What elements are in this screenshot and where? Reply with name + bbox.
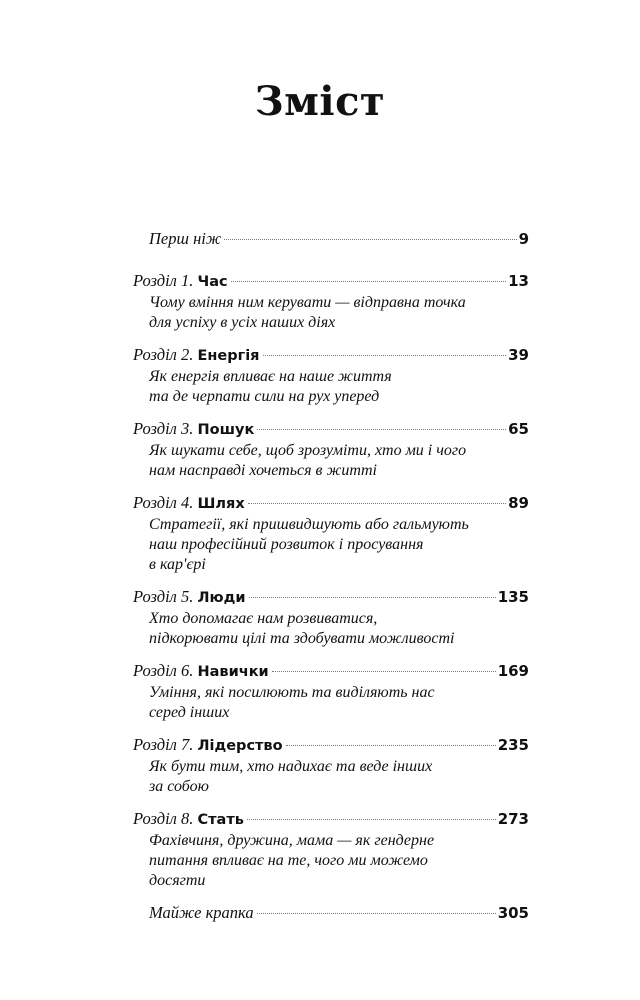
toc-entry-label: Майже крапка [149, 903, 254, 922]
chapter-number: Розділ 6. [133, 661, 194, 680]
description-line: нам насправді хочеться в житті [149, 462, 377, 479]
chapter-title: Енергія [197, 348, 260, 364]
chapter-title: Люди [197, 590, 246, 606]
toc-entry-label [133, 586, 246, 609]
dot-leader [247, 819, 496, 820]
toc-entry-line [133, 734, 529, 757]
chapter-description [133, 831, 529, 891]
page-number: 65 [508, 420, 529, 438]
page-number: 39 [508, 346, 529, 364]
toc-entry-line [133, 492, 529, 515]
dot-leader [272, 671, 496, 672]
page-number: 135 [497, 588, 529, 606]
toc-entry-outro[interactable] [133, 902, 529, 924]
dot-leader [224, 239, 516, 240]
chapter-number: Розділ 3. [133, 419, 194, 438]
toc-entry-line [133, 586, 529, 609]
toc-chapter-4[interactable] [133, 492, 529, 575]
chapter-number: Розділ 4. [133, 493, 194, 512]
toc-entry-label [133, 734, 283, 757]
page-number: 235 [497, 736, 529, 754]
chapter-description [133, 515, 529, 575]
toc-entry-intro[interactable] [133, 228, 529, 250]
toc-chapter-8[interactable] [133, 808, 529, 891]
toc-entry-line [133, 808, 529, 831]
page-number: 13 [508, 272, 529, 290]
description-line: Як шукати себе, щоб зрозуміти, хто ми і чого [149, 442, 467, 459]
chapter-title: Час [197, 274, 228, 290]
description-line: Уміння, які посилюють та виділяють нас [149, 684, 435, 701]
toc-entry-line [133, 660, 529, 683]
chapter-number: Розділ 7. [133, 735, 194, 754]
toc-entry-line [133, 902, 529, 924]
toc-chapter-7[interactable] [133, 734, 529, 797]
toc-entry-label [133, 270, 228, 293]
toc-entry-line [133, 228, 529, 250]
toc-entry-label [133, 492, 245, 515]
dot-leader [248, 503, 506, 504]
description-line: для успіху в усіх наших діях [149, 314, 336, 331]
description-line: Фахівчиня, дружина, мама — як гендерне [149, 832, 435, 849]
chapter-description [133, 757, 529, 797]
chapter-title: Лідерство [197, 738, 283, 754]
dot-leader [249, 597, 496, 598]
toc-entry-label [133, 344, 260, 367]
toc-chapter-2[interactable] [133, 344, 529, 407]
chapter-title: Шлях [197, 496, 245, 512]
description-line: підкорювати цілі та здобувати можливості [149, 630, 455, 647]
chapter-number: Розділ 8. [133, 809, 194, 828]
page-number: 305 [497, 904, 529, 922]
page-number: 9 [518, 230, 529, 248]
description-line: за собою [149, 778, 209, 795]
toc-entry-line [133, 418, 529, 441]
description-line: Стратегії, які пришвидшують або гальмують [149, 516, 469, 533]
toc-entry-line [133, 344, 529, 367]
dot-leader [286, 745, 496, 746]
chapter-description [133, 367, 529, 407]
chapter-title: Навички [197, 664, 269, 680]
chapter-title: Пошук [197, 422, 255, 438]
description-line: та де черпати сили на рух уперед [149, 388, 380, 405]
page-number: 89 [508, 494, 529, 512]
toc-chapter-1[interactable] [133, 270, 529, 333]
page-number: 273 [497, 810, 529, 828]
toc-chapter-3[interactable] [133, 418, 529, 481]
description-line: Як бути тим, хто надихає та веде інших [149, 758, 433, 775]
toc-entry-label [133, 418, 254, 441]
toc-chapter-5[interactable] [133, 586, 529, 649]
chapter-description [133, 441, 529, 481]
toc-entry-line [133, 270, 529, 293]
chapter-number: Розділ 1. [133, 271, 194, 290]
chapter-title: Стать [197, 812, 244, 828]
description-line: Чому вміння ним керувати — відправна точка [149, 294, 466, 311]
dot-leader [257, 913, 496, 914]
description-line: серед інших [149, 704, 230, 721]
toc-entry-label [133, 808, 244, 831]
dot-leader [263, 355, 507, 356]
chapter-description [133, 683, 529, 723]
description-line: наш професійний розвиток і просування [149, 536, 424, 553]
toc-entry-label: Перш ніж [149, 229, 222, 248]
dot-leader [257, 429, 506, 430]
chapter-number: Розділ 2. [133, 345, 194, 364]
description-line: Хто допомагає нам розвиватися, [149, 610, 378, 627]
chapter-number: Розділ 5. [133, 587, 194, 606]
description-line: досягти [149, 872, 206, 889]
page-number: 169 [497, 662, 529, 680]
chapter-description [133, 293, 529, 333]
toc-entry-label [133, 660, 269, 683]
description-line: питання впливає на те, чого ми можемо [149, 852, 428, 869]
description-line: Як енергія впливає на наше життя [149, 368, 392, 385]
toc-chapter-6[interactable] [133, 660, 529, 723]
table-of-contents [133, 228, 529, 924]
description-line: в кар'єрі [149, 556, 206, 573]
dot-leader [231, 281, 507, 282]
chapter-description [133, 609, 529, 649]
page-title: Зміст [254, 78, 386, 125]
